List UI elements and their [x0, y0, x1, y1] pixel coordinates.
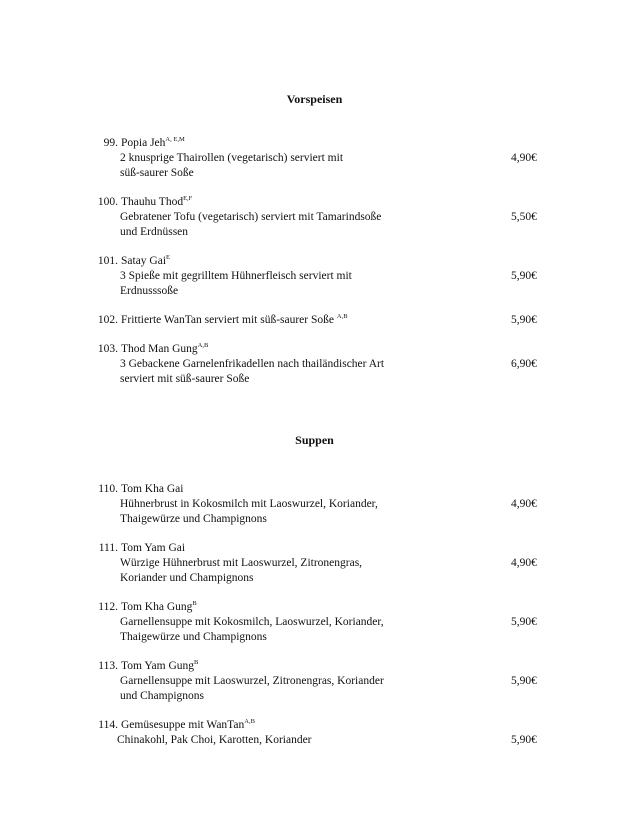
item-description: 3 Gebackene Garnelenfrikadellen nach thailändischer Art	[120, 358, 385, 370]
item-name-line	[121, 718, 255, 733]
item-price: 5,90€	[511, 616, 537, 628]
item-price: 4,90€	[511, 557, 537, 569]
item-description: Garnellensuppe mit Kokosmilch, Laoswurzel, Koriander,	[120, 616, 384, 628]
item-name-line	[121, 342, 208, 357]
item-number: 111.	[98, 542, 118, 554]
item-name: Tom Yam Gung	[121, 660, 194, 672]
item-price: 4,90€	[511, 498, 537, 510]
item-number: 113.	[98, 660, 118, 672]
item-description: 2 knusprige Thairollen (vegetarisch) serviert mit	[120, 152, 344, 164]
item-description: Koriander und Champignons	[120, 572, 254, 584]
item-description: süß-saurer Soße	[120, 167, 194, 179]
item-name: Thauhu Thod	[121, 196, 184, 208]
item-description: Thaigewürze und Champignons	[120, 513, 267, 525]
allergen-codes: A,B	[336, 313, 348, 320]
item-number: 103.	[97, 343, 118, 355]
item-name-line	[121, 600, 197, 615]
allergen-codes: B	[194, 659, 199, 666]
item-name-line	[121, 195, 192, 210]
item-price: 5,50€	[511, 211, 537, 223]
item-name: Satay Gai	[121, 255, 167, 267]
item-name-line	[121, 482, 183, 497]
allergen-codes: E,F	[183, 195, 193, 202]
allergen-codes: A, E,M	[165, 136, 185, 143]
allergen-codes: E	[166, 254, 171, 261]
item-name-line	[121, 541, 185, 556]
item-number: 114.	[98, 719, 118, 731]
item-description: Chinakohl, Pak Choi, Karotten, Koriander	[117, 734, 312, 746]
item-number: 100.	[97, 196, 118, 208]
item-price: 4,90€	[511, 152, 537, 164]
item-number: 101.	[97, 255, 118, 267]
item-price: 5,90€	[511, 734, 537, 746]
item-name: Gemüsesuppe mit WanTan	[121, 719, 245, 731]
item-name: Popia Jeh	[121, 137, 166, 149]
item-name: Frittierte WanTan serviert mit süß-saurer Soße	[121, 314, 337, 326]
item-number: 112.	[98, 601, 118, 613]
item-name-line	[121, 254, 170, 269]
item-number: 102.	[97, 314, 118, 326]
item-name: Thod Man Gung	[121, 343, 198, 355]
item-description: Gebratener Tofu (vegetarisch) serviert mit Tamarindsoße	[120, 211, 382, 223]
section-title-vorspeisen: Vorspeisen	[286, 92, 343, 106]
item-name-line	[121, 313, 348, 328]
item-number: 110.	[98, 483, 118, 495]
item-description: Thaigewürze und Champignons	[120, 631, 267, 643]
allergen-codes: A,B	[244, 718, 255, 725]
item-name-line	[121, 659, 198, 674]
item-name-line	[121, 136, 185, 151]
section-title-suppen: Suppen	[295, 433, 334, 447]
item-name: Tom Kha Gai	[121, 483, 184, 495]
item-description: Würzige Hühnerbrust mit Laoswurzel, Zitronengras,	[120, 557, 363, 569]
item-price: 5,90€	[511, 270, 537, 282]
item-description: und Champignons	[120, 690, 205, 702]
item-name: Tom Yam Gai	[121, 542, 186, 554]
item-description: Garnellensuppe mit Laoswurzel, Zitronengras, Koriander	[120, 675, 384, 687]
item-price: 6,90€	[511, 358, 537, 370]
item-description: und Erdnüssen	[120, 226, 189, 238]
item-name: Tom Kha Gung	[121, 601, 193, 613]
allergen-codes: A,B	[197, 342, 209, 349]
item-description: 3 Spieße mit gegrilltem Hühnerfleisch serviert mit	[120, 270, 352, 282]
allergen-codes: B	[192, 600, 197, 607]
item-description: Erdnusssoße	[120, 285, 179, 297]
item-price: 5,90€	[511, 675, 537, 687]
item-description: serviert mit süß-saurer Soße	[120, 373, 250, 385]
item-number: 99.	[103, 137, 118, 149]
item-price: 5,90€	[511, 314, 537, 326]
item-description: Hühnerbrust in Kokosmilch mit Laoswurzel, Koriander,	[120, 498, 378, 510]
